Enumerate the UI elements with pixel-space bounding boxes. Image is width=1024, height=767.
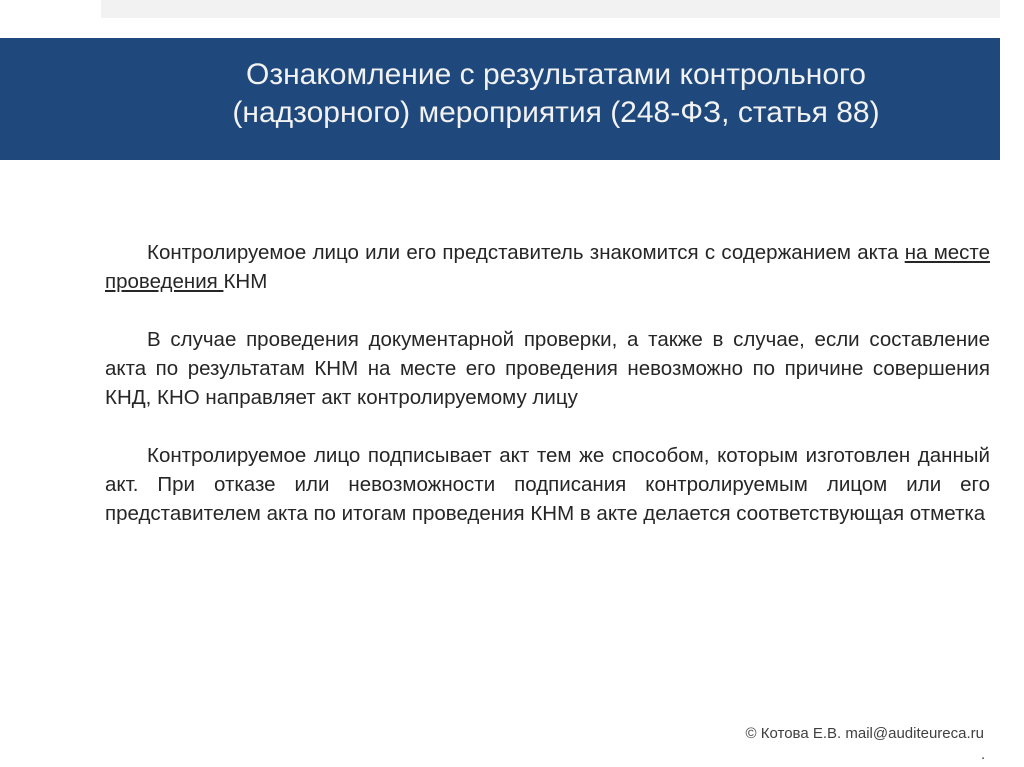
top-strip bbox=[101, 0, 1000, 18]
slide-title-line-1: Ознакомление с результатами контрольного bbox=[246, 58, 866, 91]
slide-title bbox=[150, 56, 962, 132]
footer-dot: . bbox=[981, 746, 986, 763]
paragraph-1-text-start: Контролируемое лицо или его представитель знакомится с содержанием акта bbox=[147, 241, 905, 264]
paragraph-1-text-end: КНМ bbox=[223, 270, 268, 293]
paragraph-1-underlined-phrase: на месте проведения bbox=[105, 241, 990, 293]
slide-content bbox=[105, 238, 990, 528]
slide-title-line-2: (надзорного) мероприятия (248-ФЗ, статья 88) bbox=[232, 96, 880, 129]
footer-credit: © Котова Е.В. mail@auditeureca.ru bbox=[745, 725, 984, 742]
paragraph-2: В случае проведения документарной проверки, а также в случае, если составление акта по результатам КНМ на месте его проведения невозможно по причине совершения КНД, КНО направляет акт контролируемому лицу bbox=[105, 328, 990, 409]
paragraph-3: Контролируемое лицо подписывает акт тем же способом, которым изготовлен данный акт. При отказе или невозможности подписания контролируемым лицом или его представителем акта по итогам проведения КНМ в акте делается соответствующая отметка bbox=[105, 444, 990, 525]
paragraph-1 bbox=[105, 238, 990, 296]
